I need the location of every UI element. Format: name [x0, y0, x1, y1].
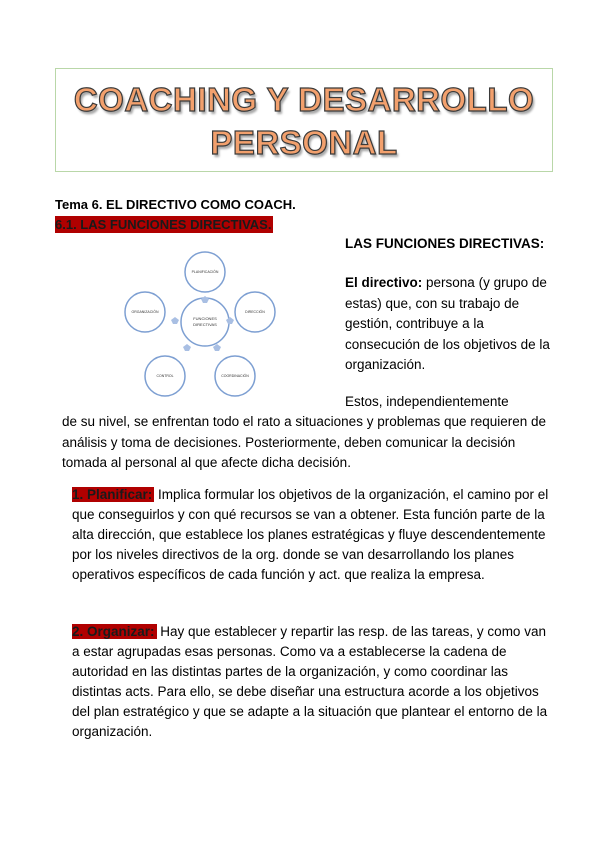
- diagram-node-label: PLANIFICACIÓN: [191, 270, 219, 274]
- directivo-definition: [345, 273, 550, 376]
- item-label-organizar: 2. Organizar:: [72, 624, 155, 639]
- item-label-planificar: 1. Planificar:: [72, 487, 153, 502]
- list-item-planificar: [72, 485, 550, 585]
- diagram-node-label: COORDINACIÓN: [221, 374, 249, 378]
- diagram-center-label: FUNCIONES: [193, 316, 217, 321]
- section-subheading: 6.1. LAS FUNCIONES DIRECTIVAS.: [55, 217, 272, 232]
- body-paragraph: de su nivel, se enfrentan todo el rato a situaciones y problemas que requieren de análisis y toma de decisiones. Posteriormente, deben comunicar la decisión tomada al personal al que afecte dicha decisión.: [62, 414, 547, 470]
- title-line-1: COACHING Y DESARROLLO: [73, 81, 535, 118]
- diagram-arrow: [213, 344, 221, 351]
- diagram-node-label: CONTROL: [156, 374, 174, 378]
- estos-text: Estos, independientemente: [345, 394, 509, 409]
- diagram-arrow: [183, 344, 191, 351]
- title-line-2: PERSONAL: [210, 124, 398, 161]
- topic-heading: Tema 6. EL DIRECTIVO COMO COACH.: [55, 197, 296, 212]
- diagram-arrow: [171, 317, 179, 324]
- functions-diagram: [105, 240, 305, 400]
- functions-heading: LAS FUNCIONES DIRECTIVAS:: [345, 236, 545, 251]
- diagram-node-label: ORGANIZACIÓN: [131, 310, 159, 314]
- item-text-planificar: Implica formular los objetivos de la organización, el camino por el que conseguirlos y con qué recursos se van a obtener. Esta función parte de la alta dirección, que establece los planes estratégicas y fluye descendentemente por los niveles directivos de la org. donde se van desarrollando los planes operativos específicos de cada función y act. que realiza la empresa.: [72, 487, 549, 582]
- directivo-term: El directivo:: [345, 275, 423, 290]
- diagram-node-label: DIRECCIÓN: [245, 310, 265, 314]
- list-item-organizar: [72, 622, 550, 742]
- directivo-definition-text: persona (y grupo de estas) que, con su trabajo de gestión, contribuye a la consecución de los objetivos de la organización.: [345, 275, 550, 372]
- title-box: [55, 68, 553, 172]
- diagram-center-label-2: DIRECTIVAS: [193, 322, 217, 327]
- item-text-organizar: Hay que establecer y repartir las resp. de las tareas, y como van a estar agrupadas esas personas. Como va a establecerse la cadena de autoridad en las distintas partes de la organización, y como coordinar las distintas acts. Para ello, se debe diseñar una estructura acorde a los objetivos del plan estratégico y que se adapte a la situación que plantear el entorno de la organización.: [72, 624, 548, 739]
